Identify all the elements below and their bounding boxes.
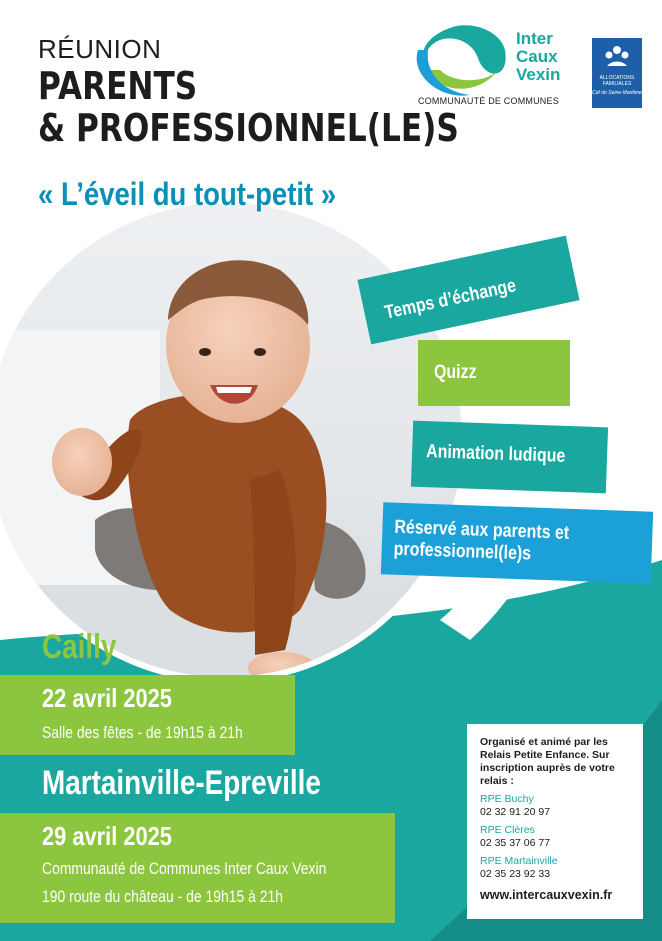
tag-reserve: Réservé aux parents et professionnel(le)s (381, 502, 653, 583)
title-line-2: & PROFESSIONNEL(LE)S (38, 106, 459, 150)
title-line-1: PARENTS (38, 64, 198, 108)
event-band-cailly (0, 675, 295, 755)
tag-animation-ludique: Animation ludique (411, 421, 608, 494)
organizer-intro: Organisé et animé par les Relais Petite Enfance. Sur inscription auprès de votre relais : (480, 736, 615, 787)
caf-text: ALLOCATIONS FAMILIALES (599, 75, 635, 87)
intercauxvexin-logo (418, 28, 568, 108)
event-details: Communauté de Communes Inter Caux Vexin (42, 859, 327, 878)
rpe-name: RPE Martainville (480, 855, 558, 867)
tag-quizz: Quizz (418, 340, 570, 406)
kicker: RÉUNION (38, 34, 162, 64)
rpe-name: RPE Buchy (480, 793, 534, 805)
rpe-phone: 02 35 23 92 33 (480, 868, 551, 880)
event-date: 29 avril 2025 (42, 821, 172, 851)
website-link[interactable]: www.intercauxvexin.fr (480, 888, 613, 902)
event-city-martainville: Martainville-Epreville (42, 764, 321, 802)
rpe-phone: 02 35 37 06 77 (480, 837, 551, 849)
icc-brand-name: Inter Caux Vexin (516, 29, 561, 84)
caf-emblem-icon (602, 42, 632, 70)
tag-temps-echange: Temps d’échange (357, 236, 579, 345)
organizer-box (467, 724, 643, 919)
event-date: 22 avril 2025 (42, 683, 172, 713)
rpe-name: RPE Clères (480, 824, 535, 836)
icc-caption: COMMUNAUTÉ DE COMMUNES (418, 96, 559, 106)
event-band-martainville (0, 813, 395, 923)
event-details: 190 route du château - de 19h15 à 21h (42, 887, 284, 906)
event-details: Salle des fêtes - de 19h15 à 21h (42, 723, 243, 742)
subtitle: « L’éveil du tout-petit » (38, 176, 337, 212)
rpe-phone: 02 32 91 20 97 (480, 806, 551, 818)
caf-region: Caf de Seine-Maritime (592, 90, 642, 96)
event-city-cailly: Cailly (42, 628, 117, 666)
caf-logo (592, 38, 642, 108)
